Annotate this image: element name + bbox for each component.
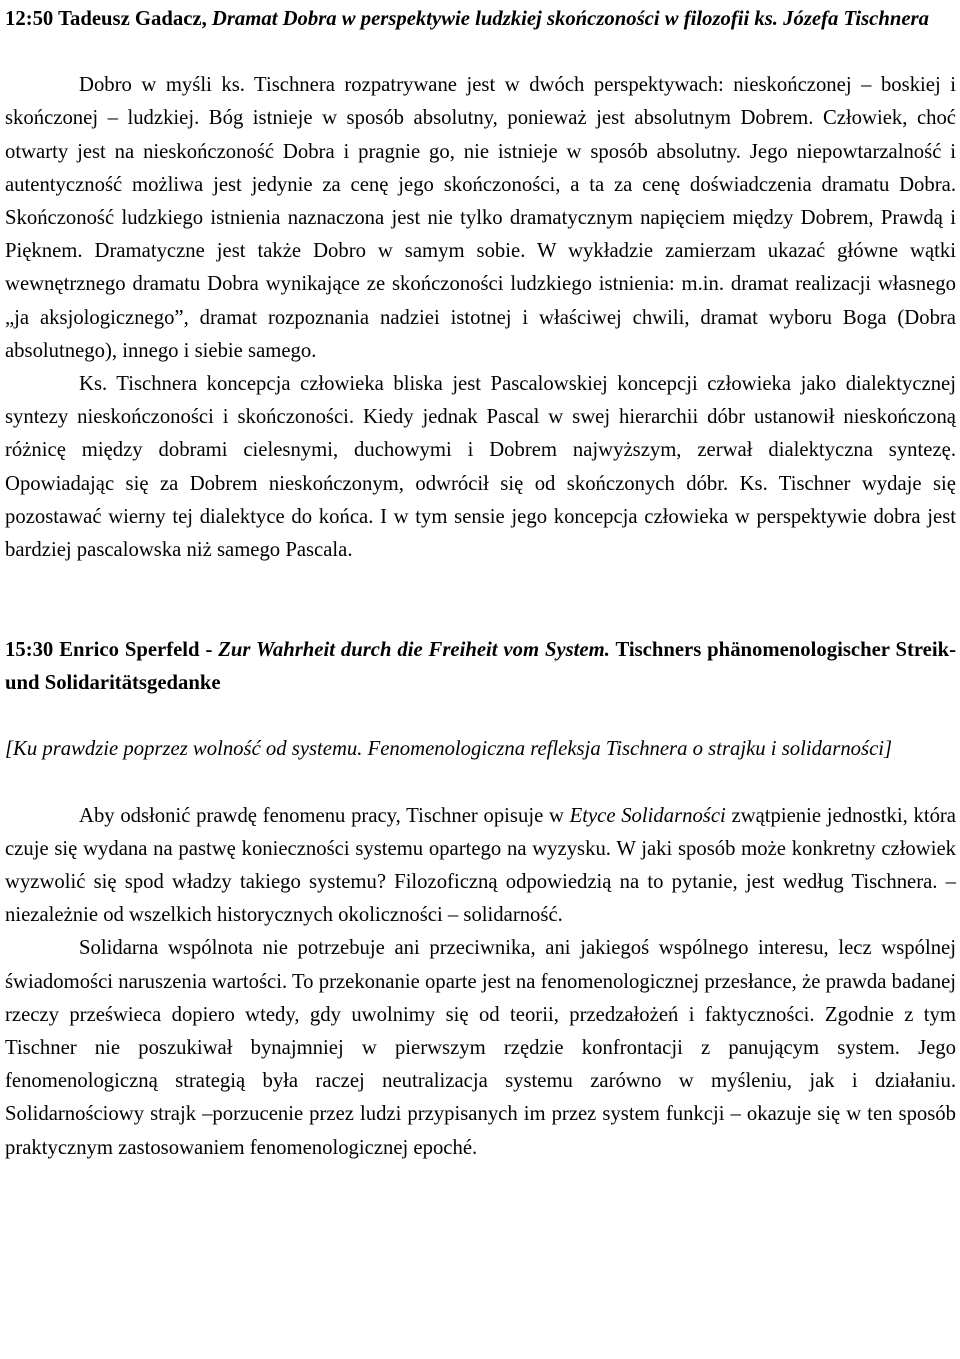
spacer — [5, 766, 956, 799]
session-2-paragraph-2: Solidarna wspólnota nie potrzebuje ani przeciwnika, ani jakiegoś wspólnego interesu, lecz wspólnej świadomości naruszenia wartości. To przekonanie oparte jest na fenomenologicznej przesłance, że prawda badanej rzeczy prześwieca dopiero wtedy, gdy uwolnimy się od teorii, przedzałożeń i faktyczności. Zgodnie z tym Tischner nie poszukiwał bynajmniej w pierwszym rzędzie konfrontacji z panującym system. Jego fenomenologiczną strategią była raczej neutralizacja systemu zarówno w myśleniu, jak i działaniu. Solidarnościowy strajk –porzucenie przez ludzi przypisanych im przez system funkcji – okazuje się w ten sposób praktycznym zastosowaniem fenomenologicznej epoché. — [5, 937, 956, 1159]
session-1-time: 12:50 — [5, 8, 54, 30]
session-2-speaker: Enrico Sperfeld - — [59, 638, 213, 661]
session-2-translation — [5, 733, 956, 766]
session-1-title: Dramat Dobra w perspektywie ludzkiej skończoności w filozofii ks. Józefa Tischnera — [211, 8, 929, 30]
session-1-paragraph-1: Dobro w myśli ks. Tischnera rozpatrywane jest w dwóch perspektywach: nieskończonej – boskiej i skończonej – ludzkiej. Bóg istnieje w sposób absolutny, ponieważ jest absolutnym Dobrem. Człowiek, choć otwarty jest na nieskończoność Dobra i pragnie go, nie istnieje w sposób absolutny. Jego niepowtarzalność i autentyczność możliwa jest jedynie za cenę jego skończoności, a ta za cenę doświadczenia dramatu Dobra. Skończoność ludzkiego istnienia naznaczona jest nie tylko dramatycznym napięciem między Dobrem, Prawdą i Pięknem. Dramatyczne jest także Dobro w samym sobie. W wykładzie zamierzam ukazać główne wątki wewnętrznego dramatu Dobra wynikające ze skończoności ludzkiego istnienia: m.in. dramat realizacji własnego „ja aksjologicznego”, dramat rozpoznania nadziei istotnej i właściwej chwili, dramat wyboru Boga (Dobra absolutnego), innego i siebie samego. — [5, 74, 956, 362]
session-1-heading — [5, 3, 956, 36]
session-2-title: Zur Wahrheit durch die Freiheit vom System. — [218, 638, 610, 661]
session-2-paragraph-1 — [5, 800, 956, 933]
session-2-heading — [5, 634, 956, 700]
spacer — [5, 567, 956, 633]
session-1-paragraph-2: Ks. Tischnera koncepcja człowieka bliska jest Pascalowskiej koncepcji człowieka jako dialektycznej syntezy nieskończoności i skończoności. Kiedy jednak Pascal w swej hierarchii dóbr ustanowił nieskończoną różnicę między dobrami cielesnymi, duchowymi i Dobrem najwyższym, zerwał dialektyczna syntezę. Opowiadając się za Dobrem nieskończonym, odwrócił się od skończonych dóbr. Ks. Tischner wydaje się pozostawać wierny tej dialektyce do końca. I w tym sensie jego koncepcja człowieka w perspektywie dobra jest bardziej pascalowska niż samego Pascala. — [5, 373, 956, 562]
session-2-subtitle: Tischners phänomenologischer Streik- und Solidaritätsgedanke — [5, 638, 956, 694]
session-2-time: 15:30 — [5, 638, 54, 661]
spacer — [5, 700, 956, 733]
translation-text: [Ku prawdzie poprzez wolność od systemu. Fenomenologiczna refleksja Tischnera o strajku i solidarności] — [5, 738, 893, 761]
book-title: Etyce Solidarności — [569, 804, 726, 827]
session-1-speaker: Tadeusz Gadacz, — [58, 8, 207, 30]
paragraph-text: Aby odsłonić prawdę fenomenu pracy, Tischner opisuje w — [79, 804, 564, 827]
spacer — [5, 36, 956, 69]
paragraph-text: zwątpienie jednostki, która czuje się wydana na pastwę konieczności systemu opartego na wyzysku. W jaki sposób może konkretny człowiek wyzwolić się spod władzy takiego systemu? Filozoficzną odpowiedzią na to pytanie, jest według Tischnera. – niezależnie od wszelkich historycznych okoliczności – solidarność. — [5, 804, 956, 927]
